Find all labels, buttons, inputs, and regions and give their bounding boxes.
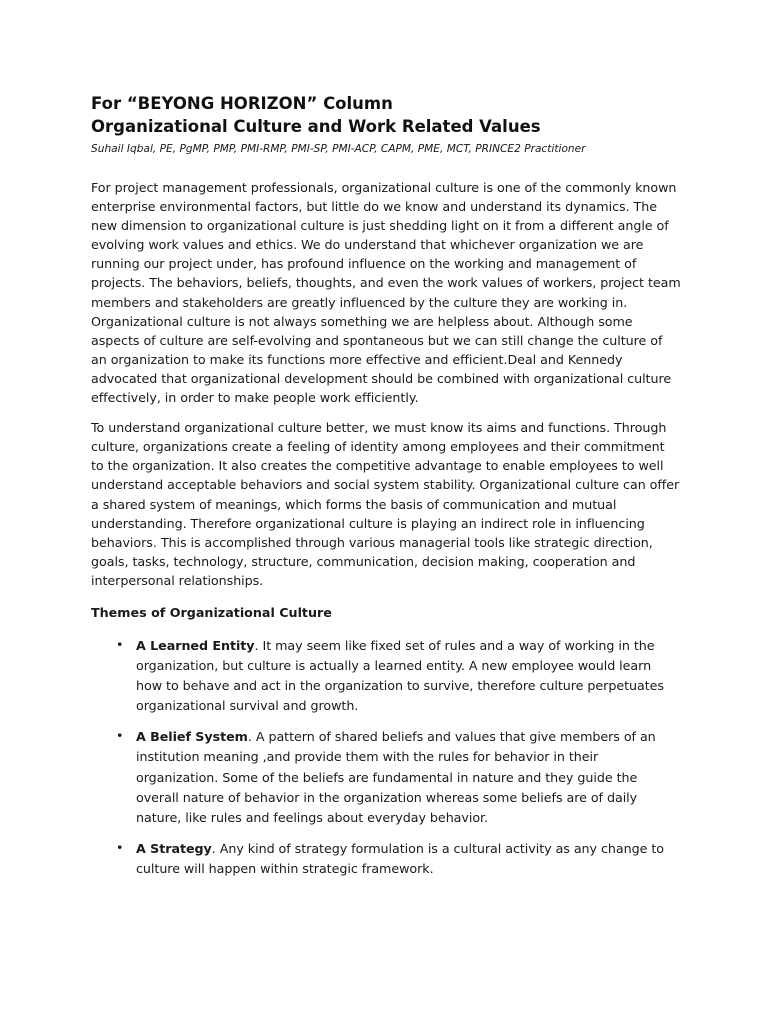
bullet-icon: • xyxy=(116,728,124,744)
body-paragraph-2: To understand organizational culture better, we must know its aims and functions. Through culture, organizations create a feeling of identity among employees and their commitment to the organization. It also creates the competitive advantage to enable employees to well understand acceptable behaviors and social system stability. Organizational culture can offer a shared system of meanings, which forms the basis of communication and mutual understanding. Therefore organizational culture is playing an indirect role in influencing behaviors. This is accomplished through various managerial tools like strategic direction, goals, tasks, technology, structure, communication, decision making, cooperation and interpersonal relationships. xyxy=(91,420,680,588)
list-item-text xyxy=(136,638,664,713)
bullet-icon: • xyxy=(116,839,124,855)
list-item-term: A Learned Entity xyxy=(136,637,255,653)
list-item-body: . Any kind of strategy formulation is a cultural activity as any change to culture will happen within strategic framework. xyxy=(136,840,665,876)
body-paragraph-1: For project management professionals, organizational culture is one of the commonly known enterprise environmental factors, but little do we know and understand its dynamics. The new dimension to organizational culture is just shedding light on it from a different angle of evolving work values and ethics. We do understand that whichever organization we are running our project under, has profound influence on the working and management of projects. The behaviors, beliefs, thoughts, and even the work values of workers, project team members and stakeholders are greatly influenced by the culture they are working in. Organizational culture is not always something we are helpless about. Although some aspects of culture are self-evolving and spontaneous but we can still change the culture of an organization to make its functions more effective and efficient.Deal and Kennedy advocated that organizational development should be combined with organizational culture effectively, in order to make people work efficiently. xyxy=(91,180,681,406)
list-item xyxy=(91,726,681,826)
section-heading: Themes of Organizational Culture xyxy=(91,604,332,620)
list-item-body: . A pattern of shared beliefs and values that give members of an institution meaning ,and provide them with the rules for behavior in their organization. Some of the beliefs are fundamental in nature and they guide the overall nature of behavior in the organization whereas some beliefs are of daily nature, like rules and feelings about everyday behavior. xyxy=(136,729,656,825)
article-title: Organizational Culture and Work Related Values xyxy=(91,117,541,136)
author-byline: Suhail Iqbal, PE, PgMP, PMP, PMI-RMP, PMI-SP, PMI-ACP, CAPM, PME, MCT, PRINCE2 Practitioner xyxy=(91,143,586,155)
column-title: For “BEYONG HORIZON” Column xyxy=(91,94,393,113)
list-item xyxy=(91,635,681,715)
list-item-term: A Belief System xyxy=(136,729,248,745)
list-item-text xyxy=(136,841,664,876)
list-item-body: . It may seem like fixed set of rules and a way of working in the organization, but culture is actually a learned entity. A new employee would learn how to behave and act in the organization to survive, therefore culture perpetuates organizational survival and growth. xyxy=(136,637,664,714)
list-item-term: A Strategy xyxy=(136,840,212,856)
list-item xyxy=(91,838,681,878)
document-page xyxy=(91,92,681,889)
themes-list xyxy=(91,635,681,878)
bullet-icon: • xyxy=(116,636,124,652)
list-item-text xyxy=(136,729,656,824)
